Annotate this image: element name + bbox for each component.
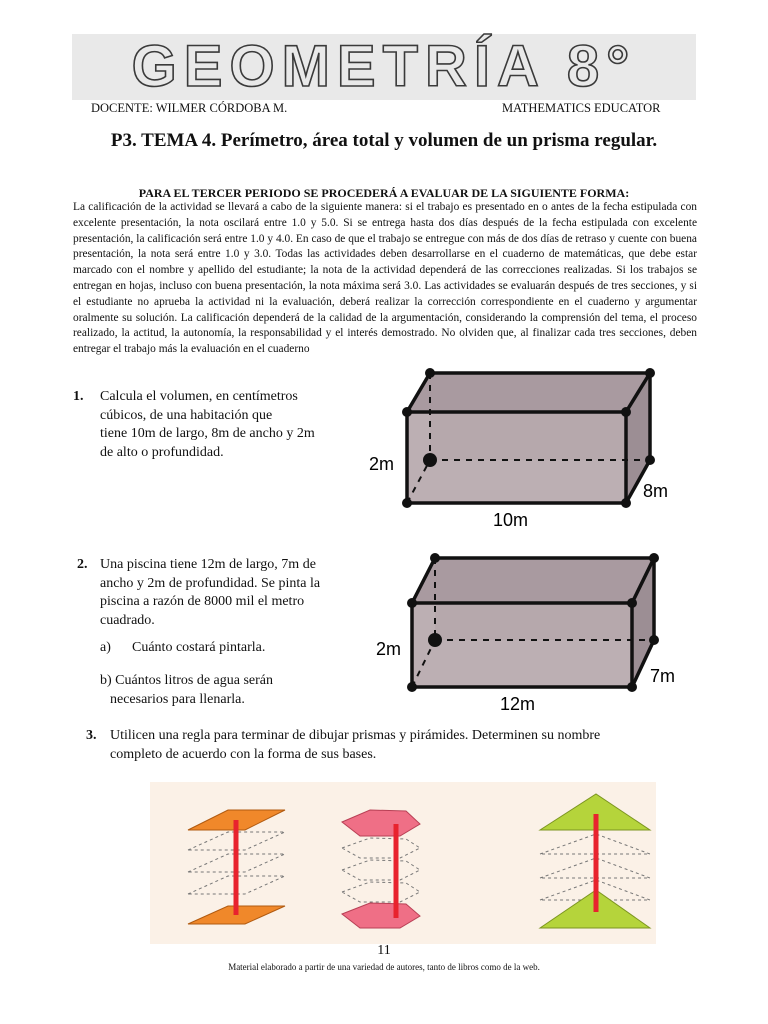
triangular-prism-figure	[540, 794, 650, 928]
page-title: P3. TEMA 4. Perímetro, área total y volumen de un prisma regular.	[110, 130, 658, 151]
height-label: 2m	[376, 639, 402, 659]
front-face	[407, 412, 626, 503]
length-label: 10m	[493, 510, 529, 530]
evaluation-heading: PARA EL TERCER PERIODO SE PROCEDERÁ A EVALUAR DE LA SIGUIENTE FORMA:	[138, 186, 630, 200]
top-face	[407, 373, 650, 412]
question-3-text	[110, 727, 600, 764]
question-1-line: cúbicos, de una habitación que	[100, 407, 273, 423]
question-2b-text	[100, 672, 273, 709]
question-2-line: ancho y 2m de profundidad. Se pinta la	[100, 575, 321, 591]
room-prism-figure	[360, 360, 680, 535]
question-1-number: 1.	[73, 389, 84, 404]
square-prism-figure	[188, 810, 285, 924]
question-3-line: Utilicen una regla para terminar de dibujar prismas y pirámides. Determinen su nombre	[110, 728, 601, 743]
question-2-line: piscina a razón de 8000 mil el metro	[100, 594, 305, 609]
question-3-number: 3.	[86, 728, 97, 743]
pool-prism-figure	[372, 548, 684, 718]
banner-title: GEOMETRÍA 8°	[131, 34, 637, 99]
title-banner	[72, 34, 696, 100]
question-1-line: tiene 10m de largo, 8m de ancho y 2m	[100, 426, 315, 441]
question-2-line: Una piscina tiene 12m de largo, 7m de	[100, 557, 316, 572]
teacher-role: MATHEMATICS EDUCATOR	[502, 101, 661, 115]
front-face	[412, 603, 632, 687]
solids-drawing	[150, 782, 656, 944]
footer-note: Material elaborado a partir de una variedad de autores, tanto de libros como de la web.	[228, 962, 540, 972]
question-2b-line: necesarios para llenarla.	[110, 691, 245, 707]
length-label: 12m	[500, 694, 536, 714]
page-number: 11	[377, 943, 391, 958]
solids-illustration	[150, 782, 656, 944]
evaluation-body: La calificación de la actividad se llevará a cabo de la siguiente manera: si el trabajo es presentado en o antes de la fecha estipulada con excelente presentación, la nota oscilará entre 1.0 y 5.0. Si se entrega hasta dos días después de la fecha estipulada con excelente presentación, la calificación será entre 1.0 y 4.0. En caso de que el trabajo se entregue con más de dos días de retraso y cuente con buena presentación, la nota será entre 1.0 y 3.0. Todas las actividades deben desarrollarse en el cuaderno de matemáticas, que debe estar marcado con el nombre y apellido del estudiante; la nota de la actividad dependerá de las correcciones realizadas. Si los trabajos se entregan en hojas, incluso con buena presentación, la nota máxima será 3.0. Las actividades se evaluarán después de tres secciones, y si el estudiante no aprueba la actividad ni la evaluación, deberá realizar la corrección correspondiente en el cuaderno y argumentar oralmente su solución. La calificación dependerá de la calidad de la argumentación, considerando la comprensión del tema, el proceso realizado, la actitud, la autonomía, la responsabilidad y el interés demostrado. No olviden que, al finalizar cada tres secciones, deben entregar el trabajo más la evaluación en el cuaderno	[73, 201, 697, 356]
question-2a-text: Cuánto costará pintarla.	[132, 640, 266, 655]
question-2-text	[100, 556, 320, 630]
width-label: 8m	[643, 481, 669, 501]
top-face	[412, 558, 654, 603]
question-3-line: completo de acuerdo con la forma de sus bases.	[110, 746, 377, 762]
question-2-number: 2.	[77, 557, 88, 572]
teacher-name: DOCENTE: WILMER CÓRDOBA M.	[91, 101, 288, 115]
question-1-line: de alto o profundidad.	[100, 444, 224, 460]
question-1-line: Calcula el volumen, en centímetros	[100, 389, 298, 404]
question-1-text	[100, 388, 315, 462]
width-label: 7m	[650, 666, 676, 686]
pentagonal-prism-figure	[342, 810, 420, 928]
question-2-line: cuadrado.	[100, 612, 155, 628]
question-2b-line: b) Cuántos litros de agua serán	[100, 673, 274, 688]
height-label: 2m	[369, 454, 395, 474]
question-2a-label: a)	[100, 640, 111, 655]
